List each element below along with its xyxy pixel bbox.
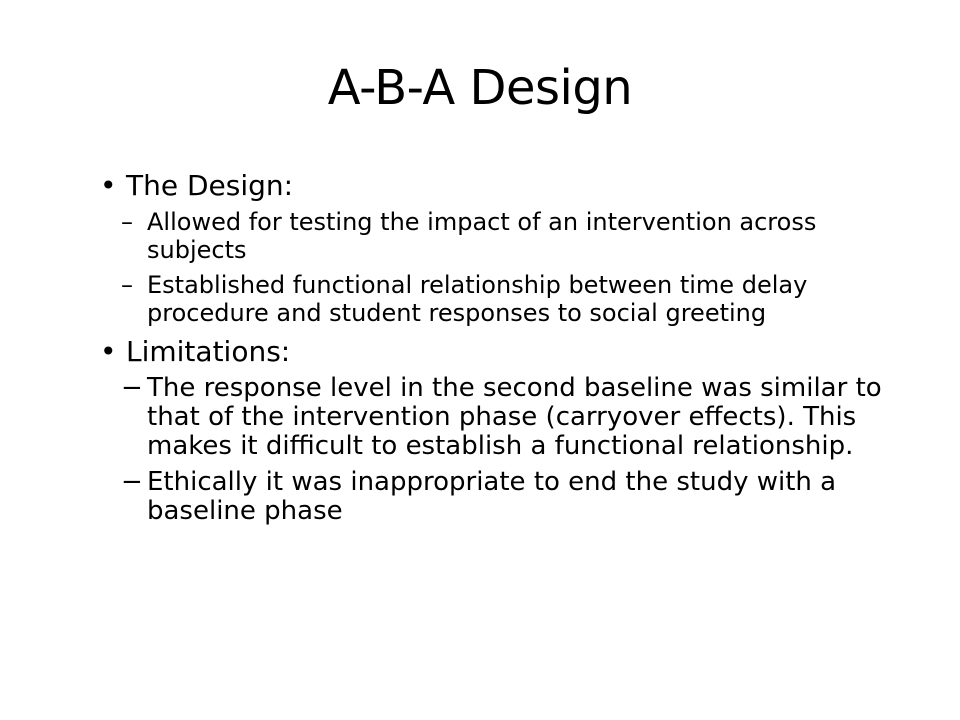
slide-body — [100, 168, 905, 533]
dash-marker: – — [121, 208, 133, 236]
limitation-point-text: Ethically it was inappropriate to end the study with a baseline phase — [147, 467, 837, 526]
limitations-points-list — [105, 374, 905, 526]
section-heading-design — [100, 168, 905, 204]
section-heading-text: The Design: — [126, 169, 294, 202]
dash-marker: − — [121, 467, 143, 497]
bullet-marker: • — [100, 169, 117, 202]
limitation-point-text: The response level in the second baseline was similar to that of the intervention phase (carryover effects). This makes it difficult to establish a functional relationship. — [147, 373, 882, 461]
section-heading-text: Limitations: — [126, 335, 291, 368]
design-point-text: Established functional relationship between time delay procedure and student responses to social greeting — [147, 271, 808, 327]
limitation-point-2 — [105, 468, 905, 526]
slide-title: A-B-A Design — [327, 60, 633, 116]
design-point-2 — [105, 271, 905, 327]
design-point-1 — [105, 208, 905, 264]
limitation-point-1 — [105, 374, 905, 461]
section-heading-limitations — [100, 334, 905, 370]
bullet-marker: • — [100, 335, 117, 368]
design-point-text: Allowed for testing the impact of an intervention across subjects — [147, 208, 817, 264]
dash-marker: − — [121, 373, 143, 403]
design-points-list — [105, 208, 905, 327]
dash-marker: – — [121, 271, 133, 299]
